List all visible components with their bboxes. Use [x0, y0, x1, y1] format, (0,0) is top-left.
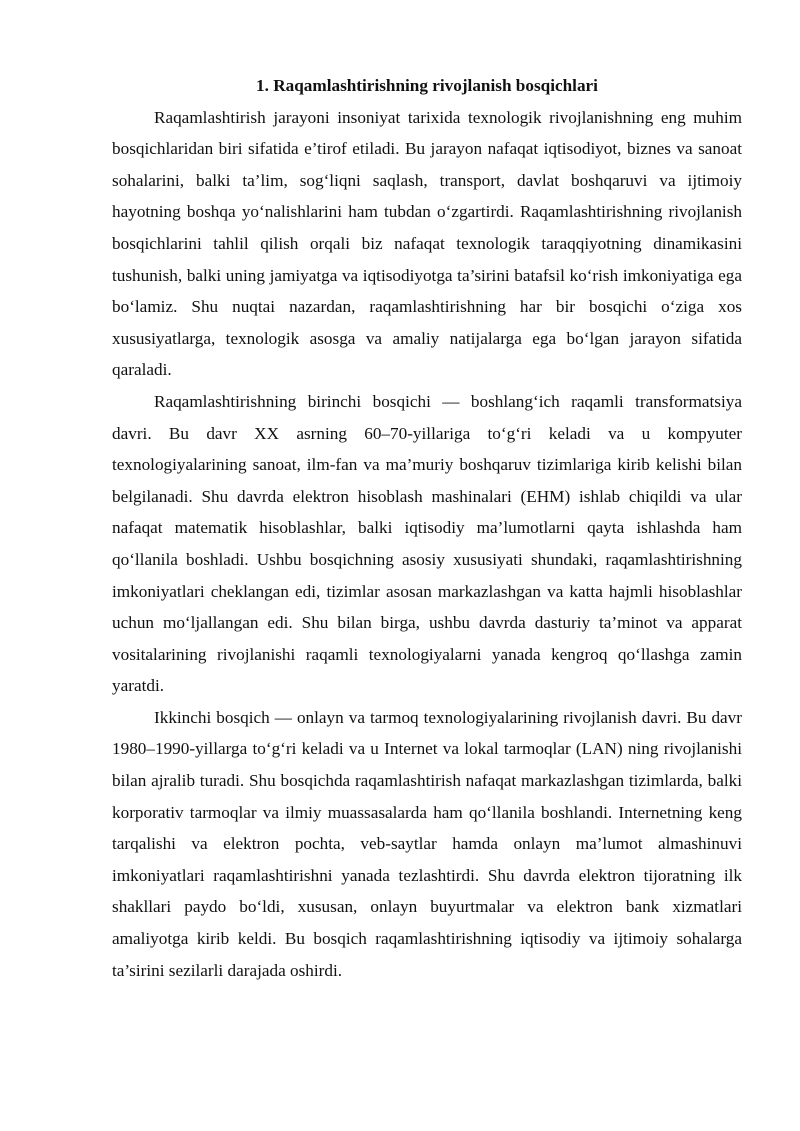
paragraph-second-stage: Ikkinchi bosqich — onlayn va tarmoq texnologiyalarining rivojlanish davri. Bu davr 1980–1990-yillarga to‘g‘ri keladi va u Internet va lokal tarmoqlar (LAN) ning rivojlanishi bilan ajralib turadi. Shu bosqichda raqamlashtirish nafaqat markazlashgan tizimlarda, balki korporativ tarmoqlar va ilmiy muassasalarda ham qo‘llanila boshlandi. Internetning keng tarqalishi va elektron pochta, veb-saytlar hamda onlayn ma’lumot almashinuvi imkoniyatlari raqamlashtirishni yanada tezlashtirdi. Shu davrda elektron tijoratning ilk shakllari paydo bo‘ldi, xususan, onlayn buyurtmalar va elektron bank xizmatlari amaliyotga kirib keldi. Bu bosqich raqamlashtirishning iqtisodiy va ijtimoiy sohalarga ta’sirini sezilarli darajada oshirdi.: [112, 707, 742, 980]
section-heading: 1. Raqamlashtirishning rivojlanish bosqichlari: [256, 76, 598, 95]
paragraph-intro: Raqamlashtirish jarayoni insoniyat tarixida texnologik rivojlanishning eng muhim bosqichlaridan biri sifatida e’tirof etiladi. Bu jarayon nafaqat iqtisodiyot, biznes va sanoat sohalarini, balki ta’lim, sog‘liqni saqlash, transport, davlat boshqaruvi va ijtimoiy hayotning boshqa yo‘nalishlarini ham tubdan o‘zgartirdi. Raqamlashtirishning rivojlanish bosqichlarini tahlil qilish orqali biz nafaqat texnologik taraqqiyotning dinamikasini tushunish, balki uning jamiyatga va iqtisodiyotga ta’sirini batafsil ko‘rish imkoniyatiga ega bo‘lamiz. Shu nuqtai nazardan, raqamlashtirishning har bir bosqichi o‘ziga xos xususiyatlarga, texnologik asosga va amaliy natijalarga ega bo‘lgan jarayon sifatida qaraladi.: [112, 107, 742, 380]
paragraph-first-stage: Raqamlashtirishning birinchi bosqichi — boshlang‘ich raqamli transformatsiya davri. Bu davr XX asrning 60–70-yillariga to‘g‘ri keladi va u kompyuter texnologiyalarining sanoat, ilm-fan va ma’muriy boshqaruv tizimlariga kirib kelishi bilan belgilanadi. Shu davrda elektron hisoblash mashinalari (EHM) ishlab chiqildi va ular nafaqat matematik hisoblashlar, balki iqtisodiy ma’lumotlarni qayta ishlashda ham qo‘llanila boshladi. Ushbu bosqichning asosiy xususiyati shundaki, raqamlashtirishning imkoniyatlari cheklangan edi, tizimlar asosan markazlashgan va katta hajmli hisoblashlar uchun mo‘ljallangan edi. Shu bilan birga, ushbu davrda dasturiy ta’minot va apparat vositalarining rivojlanishi raqamli texnologiyalarni yanada kengroq qo‘llashga zamin yaratdi.: [112, 391, 742, 696]
document-page: [112, 70, 742, 986]
